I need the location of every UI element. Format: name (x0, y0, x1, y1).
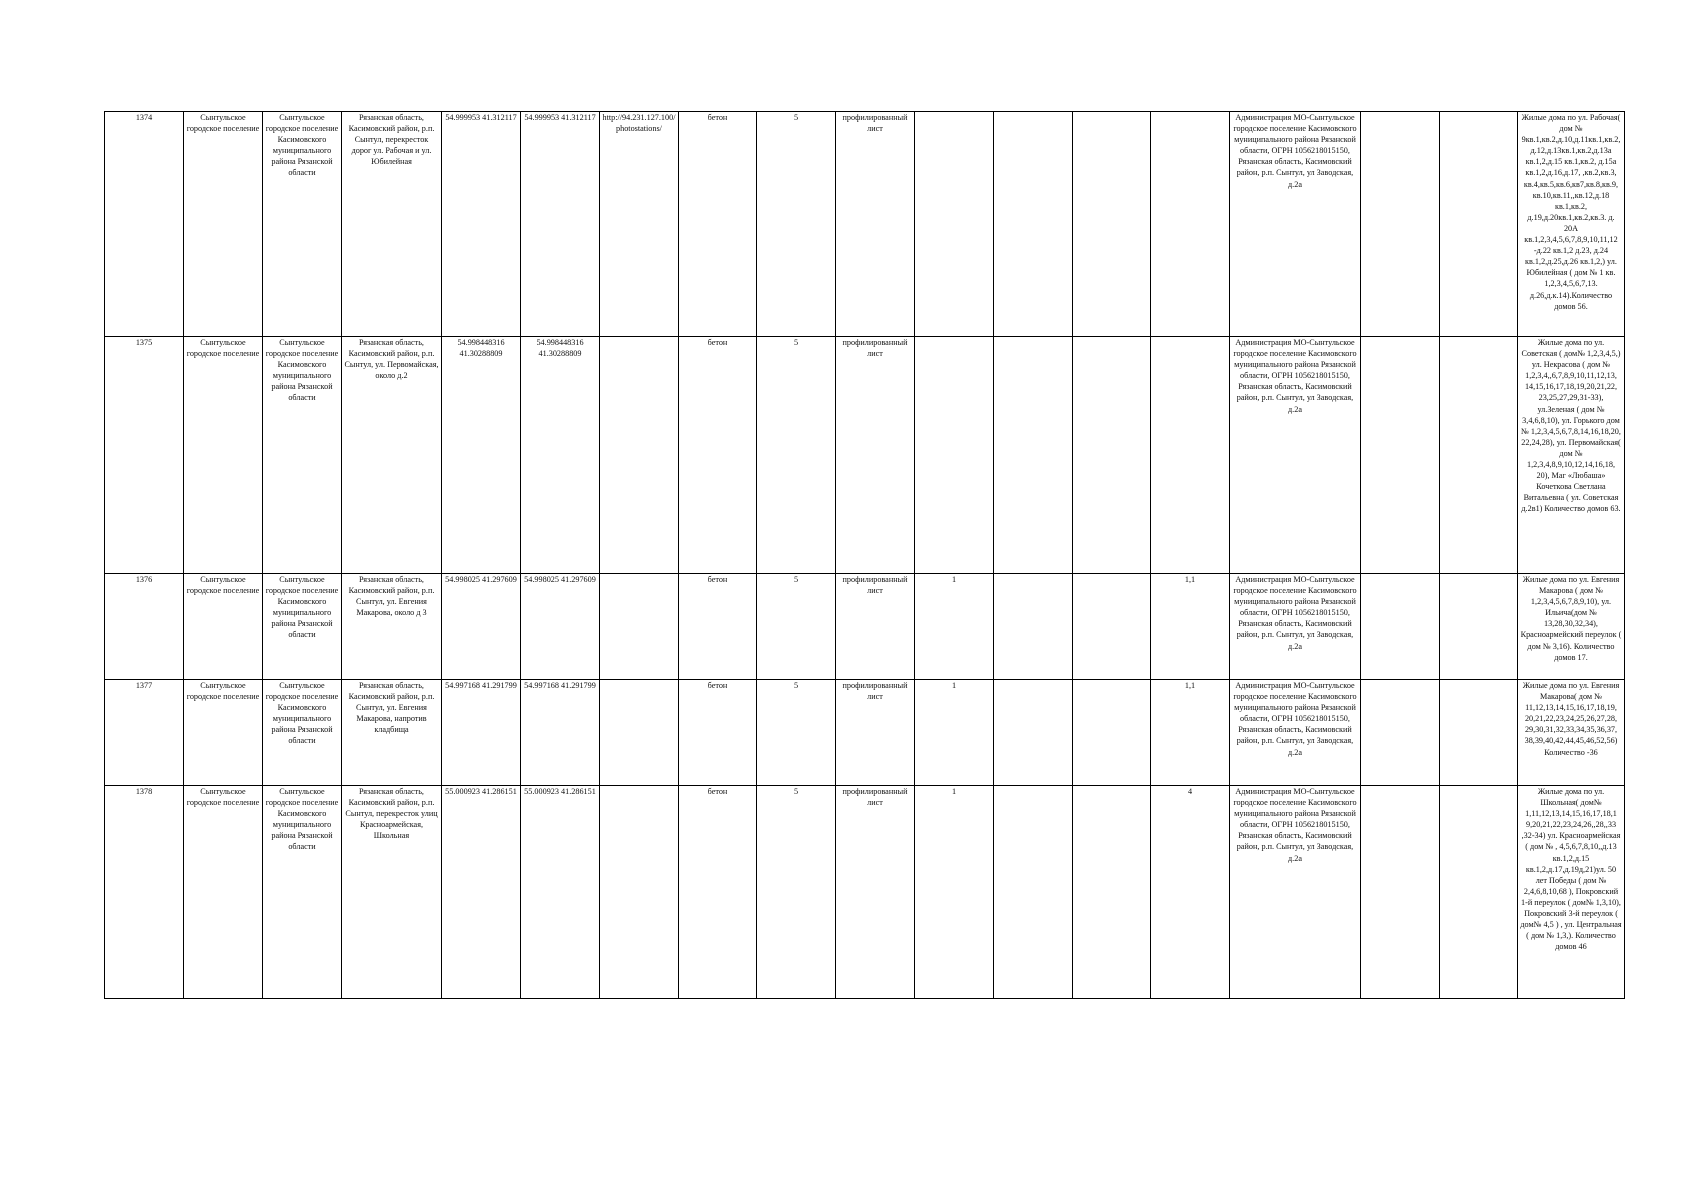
container-count-planned-cell (1073, 337, 1151, 574)
extra-cell-2 (1440, 680, 1518, 786)
area-cell: 5 (757, 112, 836, 337)
waste-sources-cell: Жилые дома по ул. Рабочая( дом № 9кв.1,кв.2,д.10,д.11кв.1,кв.2,д.12,д.13кв.1,кв.2,д.13а кв.1,2,д.15 кв.1,кв.2, д.15а кв.1,2,д.16,д.17, ,кв.2,кв.3, кв.4,кв.5,кв.6,кв7,кв.8,кв.9, кв.10,кв.11,,кв.12,д.18 кв.1,кв.2, д.19,д.20кв.1,кв.2,кв.3. д. 20А кв.1,2,3,4,5,6,7,8,9,10,11,12 -д.22 кв.1,2 д.23, д.24 кв.1,2,д.25,д.26 кв.1,2,) ул. Юбилейная ( дом № 1 кв. 1,2,3,4,5,6,7,13. д.26,д.к.14).Количество домов 56. (1518, 112, 1625, 337)
extra-cell-1 (1361, 112, 1440, 337)
container-volume-planned-cell: 4 (1151, 786, 1230, 999)
waste-sources-cell: Жилые дома по ул. Советская ( дом№ 1,2,3,4,5,) ул. Некрасова ( дом № 1,2,3,4,,6,7,8,9,10,11,12,13, 14,15,16,17,18,19,20,21,22, 23,25,27,29,31-33), ул.Зеленая ( дом № 3,4,6,8,10), ул. Горького дом № 1,2,3,4,5,6,7,8,14,16,18,20, 22,24,28), ул. Первомайская( дом № 1,2,3,4,8,9,10,12,14,16,18, 20), Маг «Любаша» Кочеткова Светлана Витальевна ( ул. Советская д.2в1) Количество домов 63. (1518, 337, 1625, 574)
container-count-planned-cell (1073, 786, 1151, 999)
surface-cell: бетон (679, 112, 757, 337)
latitude-cell: 54.998025 41.297609 (442, 574, 521, 680)
settlement-cell: Сынтульское городское поселение (184, 786, 263, 999)
container-count-cell: 1 (915, 574, 994, 680)
fence-cell: профилированный лист (836, 786, 915, 999)
longitude-cell: 54.997168 41.291799 (521, 680, 600, 786)
waste-sources-cell: Жилые дома по ул. Евгения Макарова( дом № 11,12,13,14,15,16,17,18,19, 20,21,22,23,24,25,26,27,28, 29,30,31,32,33,34,35,36,37, 38,39,40,42,44,45,46,52,56) Количество -36 (1518, 680, 1625, 786)
settlement-cell: Сынтульское городское поселение (184, 112, 263, 337)
table-row (105, 680, 1625, 786)
table-row (105, 337, 1625, 574)
row-number: 1374 (105, 112, 184, 337)
operator-cell: Администрация МО-Сынтульское городское поселение Касимовского муниципального района Рязанской области, ОГРН 1056218015150, Рязанская область, Касимовский район, р.п. Сынтул, ул Заводская, д.2а (1230, 786, 1361, 999)
container-volume-planned-cell: 1,1 (1151, 680, 1230, 786)
surface-cell: бетон (679, 337, 757, 574)
photo-url-cell (600, 574, 679, 680)
owner-org-cell: Сынтульское городское поселение Касимовского муниципального района Рязанской области (263, 112, 342, 337)
registry-body (105, 112, 1625, 999)
container-volume-cell (994, 337, 1073, 574)
fence-cell: профилированный лист (836, 574, 915, 680)
area-cell: 5 (757, 680, 836, 786)
row-number: 1376 (105, 574, 184, 680)
container-volume-cell (994, 680, 1073, 786)
extra-cell-2 (1440, 112, 1518, 337)
operator-cell: Администрация МО-Сынтульское городское поселение Касимовского муниципального района Рязанской области, ОГРН 1056218015150, Рязанская область, Касимовский район, р.п. Сынтул, ул Заводская, д.2а (1230, 112, 1361, 337)
latitude-cell: 55.000923 41.286151 (442, 786, 521, 999)
address-cell: Рязанская область, Касимовский район, р.п. Сынтул, перекресток улиц Красноармейская, Школьная (342, 786, 442, 999)
address-cell: Рязанская область, Касимовский район, р.п. Сынтул, перекресток дорог ул. Рабочая и ул. Юбилейная (342, 112, 442, 337)
photo-url-cell: http://94.231.127.100/photostations/ (600, 112, 679, 337)
latitude-cell: 54.997168 41.291799 (442, 680, 521, 786)
container-volume-planned-cell (1151, 112, 1230, 337)
latitude-cell: 54.998448316 41.30288809 (442, 337, 521, 574)
surface-cell: бетон (679, 680, 757, 786)
longitude-cell: 55.000923 41.286151 (521, 786, 600, 999)
row-number: 1377 (105, 680, 184, 786)
container-count-cell: 1 (915, 786, 994, 999)
address-cell: Рязанская область, Касимовский район, р.п. Сынтул, ул. Евгения Макарова, около д 3 (342, 574, 442, 680)
fence-cell: профилированный лист (836, 112, 915, 337)
surface-cell: бетон (679, 786, 757, 999)
surface-cell: бетон (679, 574, 757, 680)
photo-url-cell (600, 786, 679, 999)
longitude-cell: 54.998025 41.297609 (521, 574, 600, 680)
table-row (105, 786, 1625, 999)
owner-org-cell: Сынтульское городское поселение Касимовского муниципального района Рязанской области (263, 786, 342, 999)
operator-cell: Администрация МО-Сынтульское городское поселение Касимовского муниципального района Рязанской области, ОГРН 1056218015150, Рязанская область, Касимовский район, р.п. Сынтул, ул Заводская, д.2а (1230, 574, 1361, 680)
table-row (105, 574, 1625, 680)
address-cell: Рязанская область, Касимовский район, р.п. Сынтул, ул. Первомайская, около д.2 (342, 337, 442, 574)
settlement-cell: Сынтульское городское поселение (184, 574, 263, 680)
row-number: 1378 (105, 786, 184, 999)
operator-cell: Администрация МО-Сынтульское городское поселение Касимовского муниципального района Рязанской области, ОГРН 1056218015150, Рязанская область, Касимовский район, р.п. Сынтул, ул Заводская, д.2а (1230, 680, 1361, 786)
waste-sources-cell: Жилые дома по ул. Школьная( дом№ 1,11,12,13,14,15,16,17,18,1 9,20,21,22,23,24,26,,28,,33 ,32-34) ул. Красноармейская ( дом № , 4,5,6,7,8,10,,д.13 кв.1,2,д.15 кв.1,2,д.17,д.19д,21)ул. 50 лет Победы ( дом № 2,4,6,8,10,68 ), Покровский 1-й переулок ( дом№ 1,3,10), Покровский 3-й переулок ( дом№ 4,5 ) , ул. Центральная ( дом № 1,3,). Количество домов 46 (1518, 786, 1625, 999)
container-count-planned-cell (1073, 680, 1151, 786)
container-count-cell: 1 (915, 680, 994, 786)
container-volume-cell (994, 786, 1073, 999)
operator-cell: Администрация МО-Сынтульское городское поселение Касимовского муниципального района Рязанской области, ОГРН 1056218015150, Рязанская область, Касимовский район, р.п. Сынтул, ул Заводская, д.2а (1230, 337, 1361, 574)
fence-cell: профилированный лист (836, 680, 915, 786)
area-cell: 5 (757, 786, 836, 999)
extra-cell-2 (1440, 786, 1518, 999)
owner-org-cell: Сынтульское городское поселение Касимовского муниципального района Рязанской области (263, 680, 342, 786)
container-volume-cell (994, 574, 1073, 680)
owner-org-cell: Сынтульское городское поселение Касимовского муниципального района Рязанской области (263, 574, 342, 680)
photo-url-cell (600, 680, 679, 786)
container-count-planned-cell (1073, 574, 1151, 680)
photo-url-cell (600, 337, 679, 574)
extra-cell-1 (1361, 786, 1440, 999)
container-count-planned-cell (1073, 112, 1151, 337)
settlement-cell: Сынтульское городское поселение (184, 680, 263, 786)
extra-cell-2 (1440, 574, 1518, 680)
table-row (105, 112, 1625, 337)
extra-cell-1 (1361, 574, 1440, 680)
area-cell: 5 (757, 337, 836, 574)
row-number: 1375 (105, 337, 184, 574)
extra-cell-2 (1440, 337, 1518, 574)
container-volume-planned-cell (1151, 337, 1230, 574)
settlement-cell: Сынтульское городское поселение (184, 337, 263, 574)
registry-table (104, 111, 1625, 999)
waste-sources-cell: Жилые дома по ул. Евгения Макарова ( дом № 1,2,3,4,5,6,7,8,9,10), ул. Ильича(дом № 13,28,30,32,34), Красноармейский переулок ( дом № 3,16). Количество домов 17. (1518, 574, 1625, 680)
extra-cell-1 (1361, 680, 1440, 786)
container-volume-cell (994, 112, 1073, 337)
longitude-cell: 54.998448316 41.30288809 (521, 337, 600, 574)
container-count-cell (915, 112, 994, 337)
area-cell: 5 (757, 574, 836, 680)
container-count-cell (915, 337, 994, 574)
owner-org-cell: Сынтульское городское поселение Касимовского муниципального района Рязанской области (263, 337, 342, 574)
container-volume-planned-cell: 1,1 (1151, 574, 1230, 680)
longitude-cell: 54.999953 41.312117 (521, 112, 600, 337)
fence-cell: профилированный лист (836, 337, 915, 574)
address-cell: Рязанская область, Касимовский район, р.п. Сынтул, ул. Евгения Макарова, напротив кладбища (342, 680, 442, 786)
latitude-cell: 54.999953 41.312117 (442, 112, 521, 337)
extra-cell-1 (1361, 337, 1440, 574)
